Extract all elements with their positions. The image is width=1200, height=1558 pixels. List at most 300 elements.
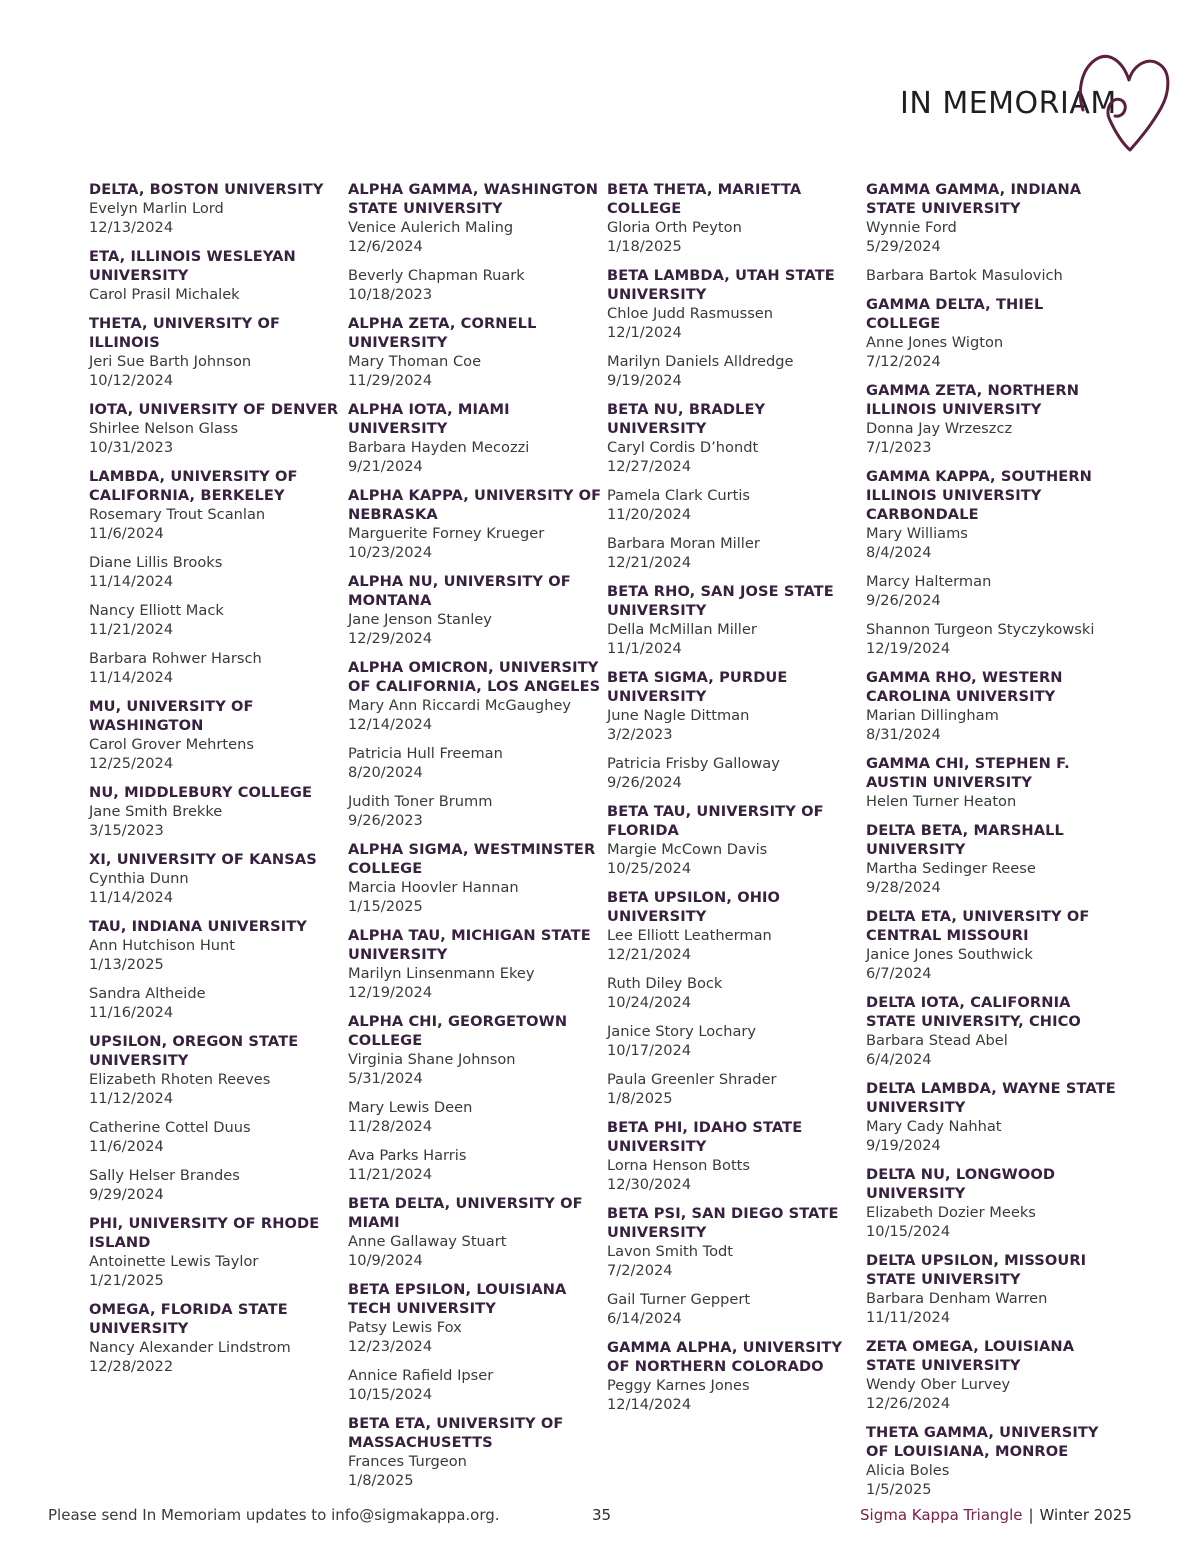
member-entry <box>866 620 1122 658</box>
chapter-name: XI, UNIVERSITY OF KANSAS <box>89 851 317 868</box>
member-entry <box>607 534 863 572</box>
chapter-name: BETA SIGMA, PURDUE UNIVERSITY <box>607 669 788 705</box>
member-date: 11/12/2024 <box>89 1090 174 1107</box>
chapter-name: ALPHA NU, UNIVERSITY OF MONTANA <box>348 573 571 609</box>
chapter-block <box>348 1414 604 1490</box>
chapter-block <box>607 1338 863 1414</box>
member-name: Barbara Moran Miller <box>607 535 760 552</box>
member-date: 12/14/2024 <box>607 1396 692 1413</box>
member-name: Patsy Lewis Fox <box>348 1319 462 1336</box>
member-entry <box>89 505 345 543</box>
chapter-name: BETA TAU, UNIVERSITY OF FLORIDA <box>607 803 824 839</box>
member-entry <box>348 792 604 830</box>
chapter-block <box>89 180 345 237</box>
member-entry <box>607 1156 863 1194</box>
member-name: Janice Jones Southwick <box>866 946 1033 963</box>
member-name: Sandra Altheide <box>89 985 206 1002</box>
member-name: Gail Turner Geppert <box>607 1291 751 1308</box>
member-name: Janice Story Lochary <box>607 1023 757 1040</box>
member-entry <box>866 706 1122 744</box>
member-name: Jeri Sue Barth Johnson <box>89 353 252 370</box>
member-name: Chloe Judd Rasmussen <box>607 305 774 322</box>
chapter-name: BETA NU, BRADLEY UNIVERSITY <box>607 401 766 437</box>
chapter-block <box>866 295 1122 371</box>
chapter-block <box>348 572 604 648</box>
chapter-block <box>607 668 863 792</box>
chapter-name: DELTA, BOSTON UNIVERSITY <box>89 181 324 198</box>
chapter-block <box>866 1079 1122 1155</box>
member-entry <box>607 754 863 792</box>
member-entry <box>866 266 1122 285</box>
member-entry <box>607 304 863 342</box>
member-date: 9/19/2024 <box>866 1137 941 1154</box>
member-date: 5/29/2024 <box>866 238 941 255</box>
member-name: Nancy Elliott Mack <box>89 602 224 619</box>
member-date: 1/21/2025 <box>89 1272 164 1289</box>
chapter-name: DELTA NU, LONGWOOD UNIVERSITY <box>866 1166 1056 1202</box>
member-date: 11/14/2024 <box>89 889 174 906</box>
member-name: Venice Aulerich Maling <box>348 219 514 236</box>
member-date: 1/5/2025 <box>866 1481 932 1498</box>
member-date: 1/8/2025 <box>348 1472 414 1489</box>
page-title: IN MEMORIAM <box>900 86 1117 121</box>
member-name: Ava Parks Harris <box>348 1147 467 1164</box>
chapter-name: ALPHA IOTA, MIAMI UNIVERSITY <box>348 401 510 437</box>
member-entry <box>348 1232 604 1270</box>
chapter-block <box>348 1194 604 1270</box>
chapter-block <box>607 266 863 390</box>
member-date: 1/8/2025 <box>607 1090 673 1107</box>
chapter-name: ALPHA SIGMA, WESTMINSTER COLLEGE <box>348 841 596 877</box>
chapter-block <box>89 697 345 773</box>
member-date: 11/29/2024 <box>348 372 433 389</box>
member-entry <box>607 840 863 878</box>
member-name: Barbara Hayden Mecozzi <box>348 439 530 456</box>
member-name: Barbara Stead Abel <box>866 1032 1008 1049</box>
member-date: 6/7/2024 <box>866 965 932 982</box>
chapter-block <box>866 668 1122 744</box>
member-entry <box>607 1070 863 1108</box>
member-date: 11/11/2024 <box>866 1309 951 1326</box>
member-date: 12/19/2024 <box>348 984 433 1001</box>
member-date: 9/19/2024 <box>607 372 682 389</box>
publication-separator: | <box>1028 1506 1034 1524</box>
member-name: Mary Williams <box>866 525 968 542</box>
member-entry <box>866 218 1122 256</box>
member-name: Margie McCown Davis <box>607 841 768 858</box>
member-date: 11/20/2024 <box>607 506 692 523</box>
chapter-block <box>866 754 1122 811</box>
member-entry <box>607 486 863 524</box>
chapter-block <box>89 1300 345 1376</box>
member-date: 10/31/2023 <box>89 439 174 456</box>
member-entry <box>89 1118 345 1156</box>
member-date: 11/21/2024 <box>348 1166 433 1183</box>
member-date: 11/14/2024 <box>89 573 174 590</box>
chapter-block <box>89 467 345 687</box>
chapter-name: THETA GAMMA, UNIVERSITY OF LOUISIANA, MONROE <box>866 1424 1099 1460</box>
member-entry <box>89 199 345 237</box>
member-entry <box>866 1203 1122 1241</box>
member-name: Gloria Orth Peyton <box>607 219 742 236</box>
member-date: 11/21/2024 <box>89 621 174 638</box>
member-entry <box>348 696 604 734</box>
member-date: 8/20/2024 <box>348 764 423 781</box>
chapter-block <box>348 400 604 476</box>
page-footer <box>0 1500 1200 1540</box>
chapter-block <box>607 1204 863 1328</box>
member-entry <box>89 553 345 591</box>
member-name: Mary Ann Riccardi McGaughey <box>348 697 572 714</box>
member-entry <box>348 438 604 476</box>
member-entry <box>89 285 345 304</box>
chapter-name: ALPHA GAMMA, WASHINGTON STATE UNIVERSITY <box>348 181 599 217</box>
member-name: Pamela Clark Curtis <box>607 487 751 504</box>
member-date: 12/19/2024 <box>866 640 951 657</box>
member-date: 6/14/2024 <box>607 1310 682 1327</box>
member-entry <box>348 352 604 390</box>
chapter-block <box>348 314 604 390</box>
chapter-name: ALPHA OMICRON, UNIVERSITY OF CALIFORNIA, LOS ANGELES <box>348 659 601 695</box>
member-name: Elizabeth Rhoten Reeves <box>89 1071 271 1088</box>
chapter-name: GAMMA RHO, WESTERN CAROLINA UNIVERSITY <box>866 669 1063 705</box>
member-entry <box>348 1318 604 1356</box>
member-name: Catherine Cottel Duus <box>89 1119 251 1136</box>
member-entry <box>607 218 863 256</box>
member-entry <box>607 1242 863 1280</box>
chapter-name: BETA ETA, UNIVERSITY OF MASSACHUSETTS <box>348 1415 564 1451</box>
chapter-name: THETA, UNIVERSITY OF ILLINOIS <box>89 315 281 351</box>
chapter-name: GAMMA KAPPA, SOUTHERN ILLINOIS UNIVERSITY CARBONDALE <box>866 468 1092 523</box>
member-date: 1/13/2025 <box>89 956 164 973</box>
member-entry <box>607 974 863 1012</box>
chapter-block <box>866 1165 1122 1241</box>
member-date: 12/27/2024 <box>607 458 692 475</box>
chapter-block <box>866 821 1122 897</box>
member-name: Cynthia Dunn <box>89 870 189 887</box>
column-2 <box>348 180 604 1500</box>
member-name: Lorna Henson Botts <box>607 1157 750 1174</box>
member-entry <box>89 1166 345 1204</box>
member-name: Lavon Smith Todt <box>607 1243 734 1260</box>
member-name: Frances Turgeon <box>348 1453 467 1470</box>
member-name: Anne Jones Wigton <box>866 334 1004 351</box>
chapter-name: GAMMA GAMMA, INDIANA STATE UNIVERSITY <box>866 181 1082 217</box>
member-entry <box>348 1050 604 1088</box>
member-date: 8/4/2024 <box>866 544 932 561</box>
member-date: 10/23/2024 <box>348 544 433 561</box>
member-entry <box>866 419 1122 457</box>
member-entry <box>89 352 345 390</box>
member-name: Wendy Ober Lurvey <box>866 1376 1011 1393</box>
chapter-block <box>348 840 604 916</box>
member-entry <box>607 926 863 964</box>
chapter-block <box>866 180 1122 285</box>
member-date: 10/18/2023 <box>348 286 433 303</box>
chapter-block <box>607 400 863 572</box>
chapter-block <box>607 888 863 1108</box>
chapter-name: BETA DELTA, UNIVERSITY OF MIAMI <box>348 1195 583 1231</box>
member-date: 7/1/2023 <box>866 439 932 456</box>
chapter-block <box>866 1423 1122 1499</box>
member-date: 9/21/2024 <box>348 458 423 475</box>
member-entry <box>348 524 604 562</box>
member-entry <box>866 524 1122 562</box>
chapter-block <box>89 1214 345 1290</box>
member-date: 10/15/2024 <box>348 1386 433 1403</box>
member-entry <box>866 1461 1122 1499</box>
member-entry <box>866 1117 1122 1155</box>
member-entry <box>89 601 345 639</box>
member-date: 1/15/2025 <box>348 898 423 915</box>
member-entry <box>607 1290 863 1328</box>
publication-info <box>860 1506 1132 1524</box>
member-entry <box>866 572 1122 610</box>
chapter-block <box>348 658 604 830</box>
member-date: 9/26/2024 <box>607 774 682 791</box>
member-entry <box>866 333 1122 371</box>
member-name: Barbara Rohwer Harsch <box>89 650 262 667</box>
member-entry <box>89 1070 345 1108</box>
member-name: Jane Smith Brekke <box>89 803 223 820</box>
chapter-name: GAMMA ALPHA, UNIVERSITY OF NORTHERN COLORADO <box>607 1339 843 1375</box>
chapter-name: DELTA IOTA, CALIFORNIA STATE UNIVERSITY, CHICO <box>866 994 1081 1030</box>
member-entry <box>607 620 863 658</box>
member-entry <box>607 1376 863 1414</box>
member-date: 7/2/2024 <box>607 1262 673 1279</box>
member-name: Shirlee Nelson Glass <box>89 420 239 437</box>
member-entry <box>348 266 604 304</box>
member-date: 10/24/2024 <box>607 994 692 1011</box>
chapter-name: BETA PHI, IDAHO STATE UNIVERSITY <box>607 1119 803 1155</box>
member-date: 5/31/2024 <box>348 1070 423 1087</box>
chapter-block <box>607 1118 863 1194</box>
chapter-name: BETA THETA, MARIETTA COLLEGE <box>607 181 802 217</box>
chapter-block <box>607 802 863 878</box>
member-entry <box>348 1452 604 1490</box>
chapter-block <box>866 1251 1122 1327</box>
chapter-name: LAMBDA, UNIVERSITY OF CALIFORNIA, BERKELEY <box>89 468 298 504</box>
member-name: Marilyn Daniels Alldredge <box>607 353 794 370</box>
member-entry <box>607 438 863 476</box>
member-entry <box>348 1146 604 1184</box>
member-entry <box>348 1098 604 1136</box>
chapter-name: DELTA BETA, MARSHALL UNIVERSITY <box>866 822 1064 858</box>
member-entry <box>89 419 345 457</box>
chapter-block <box>866 381 1122 457</box>
member-date: 12/29/2024 <box>348 630 433 647</box>
member-entry <box>866 859 1122 897</box>
member-date: 12/23/2024 <box>348 1338 433 1355</box>
chapter-block <box>89 850 345 907</box>
member-entry <box>348 964 604 1002</box>
member-name: Beverly Chapman Ruark <box>348 267 525 284</box>
member-date: 12/30/2024 <box>607 1176 692 1193</box>
chapter-name: BETA UPSILON, OHIO UNIVERSITY <box>607 889 781 925</box>
chapter-block <box>607 582 863 658</box>
member-date: 12/14/2024 <box>348 716 433 733</box>
member-date: 12/28/2022 <box>89 1358 174 1375</box>
member-entry <box>866 1031 1122 1069</box>
member-date: 9/26/2024 <box>866 592 941 609</box>
member-date: 7/12/2024 <box>866 353 941 370</box>
chapter-name: UPSILON, OREGON STATE UNIVERSITY <box>89 1033 299 1069</box>
member-date: 9/29/2024 <box>89 1186 164 1203</box>
member-date: 6/4/2024 <box>866 1051 932 1068</box>
chapter-name: GAMMA CHI, STEPHEN F. AUSTIN UNIVERSITY <box>866 755 1070 791</box>
member-name: Marguerite Forney Krueger <box>348 525 545 542</box>
member-date: 12/21/2024 <box>607 946 692 963</box>
member-name: Diane Lillis Brooks <box>89 554 223 571</box>
column-3 <box>607 180 863 1424</box>
member-name: Alicia Boles <box>866 1462 950 1479</box>
chapter-name: ALPHA TAU, MICHIGAN STATE UNIVERSITY <box>348 927 591 963</box>
member-entry <box>89 1338 345 1376</box>
member-entry <box>866 1375 1122 1413</box>
member-name: Elizabeth Dozier Meeks <box>866 1204 1036 1221</box>
chapter-block <box>348 926 604 1002</box>
chapter-block <box>348 1012 604 1184</box>
member-name: Martha Sedinger Reese <box>866 860 1036 877</box>
member-entry <box>348 878 604 916</box>
chapter-name: NU, MIDDLEBURY COLLEGE <box>89 784 313 801</box>
chapter-name: ZETA OMEGA, LOUISIANA STATE UNIVERSITY <box>866 1338 1075 1374</box>
member-entry <box>348 218 604 256</box>
member-date: 9/28/2024 <box>866 879 941 896</box>
member-entry <box>348 610 604 648</box>
chapter-name: BETA PSI, SAN DIEGO STATE UNIVERSITY <box>607 1205 839 1241</box>
member-entry <box>89 984 345 1022</box>
member-name: Peggy Karnes Jones <box>607 1377 750 1394</box>
chapter-block <box>607 180 863 256</box>
member-name: Helen Turner Heaton <box>866 793 1017 810</box>
chapter-block <box>89 1032 345 1204</box>
member-date: 12/26/2024 <box>866 1395 951 1412</box>
member-name: Donna Jay Wrzeszcz <box>866 420 1013 437</box>
member-name: Marcy Halterman <box>866 573 992 590</box>
member-entry <box>89 649 345 687</box>
member-entry <box>89 869 345 907</box>
chapter-name: ALPHA KAPPA, UNIVERSITY OF NEBRASKA <box>348 487 602 523</box>
chapter-block <box>866 907 1122 983</box>
member-date: 12/13/2024 <box>89 219 174 236</box>
member-date: 11/14/2024 <box>89 669 174 686</box>
member-entry <box>89 735 345 773</box>
member-name: Rosemary Trout Scanlan <box>89 506 266 523</box>
member-name: Shannon Turgeon Styczykowski <box>866 621 1095 638</box>
member-name: Patricia Hull Freeman <box>348 745 503 762</box>
member-name: Della McMillan Miller <box>607 621 757 638</box>
publication-issue: Winter 2025 <box>1039 1506 1132 1524</box>
member-date: 11/16/2024 <box>89 1004 174 1021</box>
member-entry <box>89 1252 345 1290</box>
chapter-block <box>89 917 345 1022</box>
member-name: Marcia Hoovler Hannan <box>348 879 519 896</box>
member-date: 10/12/2024 <box>89 372 174 389</box>
member-date: 12/6/2024 <box>348 238 423 255</box>
member-date: 8/31/2024 <box>866 726 941 743</box>
chapter-name: BETA LAMBDA, UTAH STATE UNIVERSITY <box>607 267 835 303</box>
member-name: Carol Grover Mehrtens <box>89 736 254 753</box>
member-date: 11/28/2024 <box>348 1118 433 1135</box>
member-name: Jane Jenson Stanley <box>348 611 492 628</box>
member-name: Virginia Shane Johnson <box>348 1051 516 1068</box>
member-entry <box>866 792 1122 811</box>
member-date: 1/18/2025 <box>607 238 682 255</box>
member-date: 11/6/2024 <box>89 525 164 542</box>
member-name: Annice Rafield Ipser <box>348 1367 494 1384</box>
member-date: 12/1/2024 <box>607 324 682 341</box>
chapter-block <box>89 247 345 304</box>
member-entry <box>866 945 1122 983</box>
chapter-name: BETA EPSILON, LOUISIANA TECH UNIVERSITY <box>348 1281 567 1317</box>
chapter-block <box>89 783 345 840</box>
chapter-name: OMEGA, FLORIDA STATE UNIVERSITY <box>89 1301 288 1337</box>
chapter-name: GAMMA DELTA, THIEL COLLEGE <box>866 296 1044 332</box>
member-name: Ann Hutchison Hunt <box>89 937 236 954</box>
member-date: 12/21/2024 <box>607 554 692 571</box>
chapter-name: DELTA LAMBDA, WAYNE STATE UNIVERSITY <box>866 1080 1116 1116</box>
member-date: 10/9/2024 <box>348 1252 423 1269</box>
member-entry <box>348 744 604 782</box>
member-name: Patricia Frisby Galloway <box>607 755 780 772</box>
member-date: 9/26/2023 <box>348 812 423 829</box>
chapter-name: ALPHA ZETA, CORNELL UNIVERSITY <box>348 315 537 351</box>
chapter-block <box>866 1337 1122 1413</box>
member-date: 10/15/2024 <box>866 1223 951 1240</box>
member-date: 3/15/2023 <box>89 822 164 839</box>
member-entry <box>866 1289 1122 1327</box>
chapter-name: IOTA, UNIVERSITY OF DENVER <box>89 401 339 418</box>
member-name: Mary Thoman Coe <box>348 353 482 370</box>
member-entry <box>89 802 345 840</box>
chapter-block <box>89 314 345 390</box>
column-4 <box>866 180 1122 1509</box>
member-entry <box>607 352 863 390</box>
chapter-name: ALPHA CHI, GEORGETOWN COLLEGE <box>348 1013 568 1049</box>
chapter-name: DELTA ETA, UNIVERSITY OF CENTRAL MISSOURI <box>866 908 1090 944</box>
member-name: Caryl Cordis D’hondt <box>607 439 759 456</box>
page-number: 35 <box>592 1506 612 1524</box>
member-name: Judith Toner Brumm <box>348 793 493 810</box>
member-date: 10/25/2024 <box>607 860 692 877</box>
chapter-block <box>348 486 604 562</box>
member-name: Ruth Diley Bock <box>607 975 723 992</box>
member-name: Wynnie Ford <box>866 219 957 236</box>
member-name: Mary Cady Nahhat <box>866 1118 1002 1135</box>
chapter-block <box>866 467 1122 658</box>
member-name: Marilyn Linsenmann Ekey <box>348 965 535 982</box>
member-name: Barbara Bartok Masulovich <box>866 267 1063 284</box>
member-name: Sally Helser Brandes <box>89 1167 240 1184</box>
member-entry <box>607 706 863 744</box>
member-name: June Nagle Dittman <box>607 707 750 724</box>
footer-note: Please send In Memoriam updates to info@sigmakappa.org. <box>48 1506 500 1524</box>
member-name: Marian Dillingham <box>866 707 999 724</box>
member-name: Carol Prasil Michalek <box>89 286 240 303</box>
publication-name: Sigma Kappa Triangle <box>860 1506 1023 1524</box>
member-name: Antoinette Lewis Taylor <box>89 1253 259 1270</box>
chapter-block <box>866 993 1122 1069</box>
member-name: Evelyn Marlin Lord <box>89 200 224 217</box>
member-name: Mary Lewis Deen <box>348 1099 473 1116</box>
chapter-name: MU, UNIVERSITY OF WASHINGTON <box>89 698 254 734</box>
chapter-block <box>348 1280 604 1404</box>
member-entry <box>607 1022 863 1060</box>
member-name: Barbara Denham Warren <box>866 1290 1048 1307</box>
chapter-name: BETA RHO, SAN JOSE STATE UNIVERSITY <box>607 583 834 619</box>
member-date: 11/1/2024 <box>607 640 682 657</box>
